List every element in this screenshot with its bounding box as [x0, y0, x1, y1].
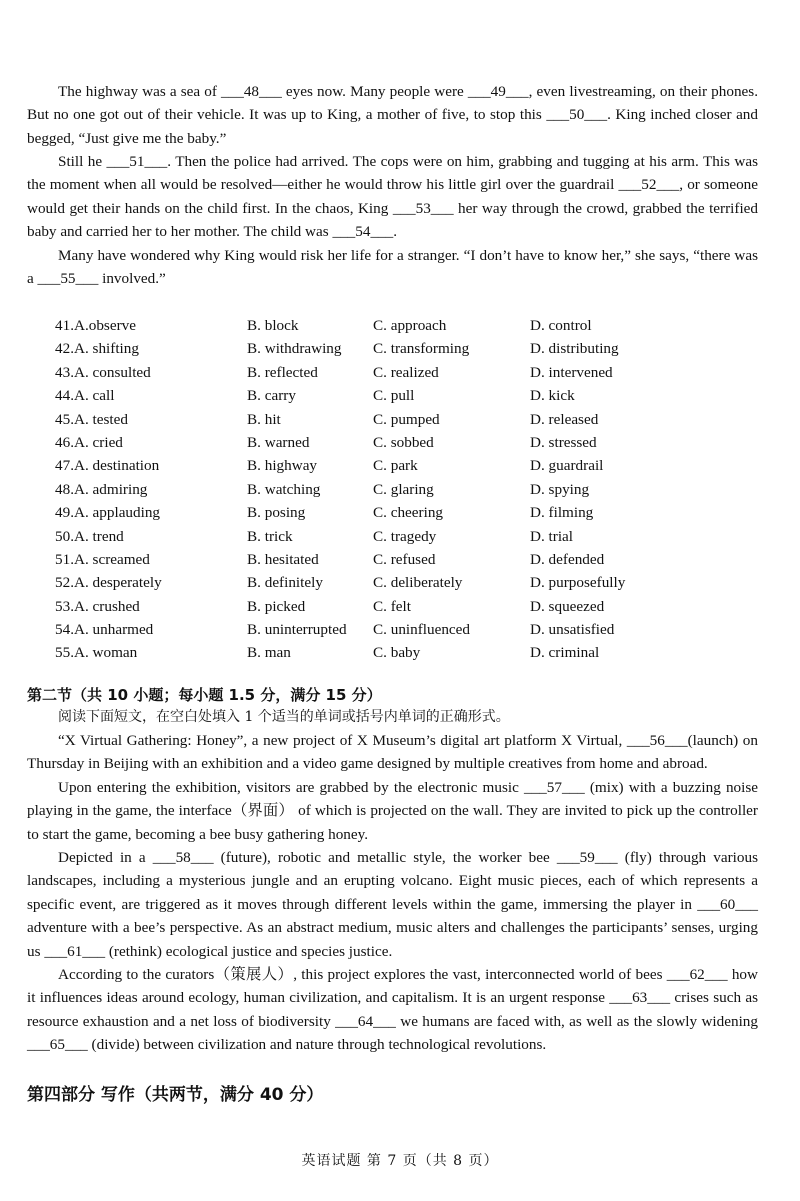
passage-text: involved.”	[98, 270, 166, 288]
option-b[interactable]: B. withdrawing	[247, 340, 342, 358]
answer-blank[interactable]: ___49___	[467, 83, 529, 100]
answer-blank[interactable]: ___48___	[221, 83, 282, 100]
option-a[interactable]: 51.A. screamed	[55, 550, 150, 568]
option-b[interactable]: B. hit	[247, 410, 281, 428]
option-d[interactable]: D. distributing	[530, 340, 619, 358]
option-a[interactable]: 54.A. unharmed	[55, 621, 154, 639]
option-d[interactable]: D. stressed	[530, 433, 597, 451]
passage-text: eyes now. Many people were	[281, 83, 468, 100]
passage-text: Upon entering the exhibition, visitors are grabbed by the electronic music	[58, 779, 524, 796]
option-c[interactable]: C. park	[373, 457, 418, 475]
option-a[interactable]: 44.A. call	[55, 387, 115, 405]
answer-blank[interactable]: ___55___	[37, 270, 99, 288]
answer-blank[interactable]: ___59___	[556, 849, 618, 866]
passage-text: . Then the police had arrived. The cops were on him, grabbing and tugging at his arm. This was the moment when all would be resolved—either he would throw his little girl over the guardrail	[27, 153, 758, 194]
answer-blank[interactable]: ___56___	[626, 732, 688, 749]
answer-blank[interactable]: ___64___	[335, 1012, 396, 1030]
option-b[interactable]: B. uninterrupted	[247, 621, 347, 639]
option-b[interactable]: B. watching	[247, 480, 321, 498]
answer-blank[interactable]: ___60___	[697, 895, 758, 913]
page-footer: 英语试题 第 7 页（共 8 页）	[301, 1153, 499, 1169]
answer-blank[interactable]: ___65___	[27, 1036, 88, 1054]
option-c[interactable]: C. uninfluenced	[373, 621, 471, 639]
option-c[interactable]: C. sobbed	[373, 433, 434, 451]
answer-blank[interactable]: ___53___	[392, 199, 454, 217]
option-c[interactable]: C. deliberately	[373, 574, 463, 592]
passage-text: According to the curators（策展人）, this project explores the vast, interconnected world of bees	[58, 966, 667, 983]
option-d[interactable]: D. control	[530, 317, 592, 334]
passage-text: Depicted in a	[58, 849, 153, 866]
option-b[interactable]: B. hesitated	[247, 550, 319, 568]
option-a[interactable]: 52.A. desperately	[55, 574, 162, 592]
section-instruction	[27, 706, 758, 729]
option-b[interactable]: B. picked	[247, 597, 306, 615]
passage-text: Many have wondered why King would risk her life for a stranger. “I don’t have to know her,” she says, “there was a	[27, 247, 758, 288]
passage-text: we humans are faced with, as well as the slowly widening	[395, 1012, 758, 1030]
option-a[interactable]: 49.A. applauding	[55, 504, 161, 522]
option-c[interactable]: C. tragedy	[373, 527, 437, 545]
part-heading: 第四部分 写作（共两节，满分 40 分）	[27, 1085, 324, 1105]
passage-paragraph	[27, 80, 758, 150]
option-d[interactable]: D. criminal	[530, 644, 600, 662]
answer-blank[interactable]: ___57___	[523, 779, 585, 796]
option-d[interactable]: D. purposefully	[530, 574, 626, 592]
option-a[interactable]: 42.A. shifting	[55, 340, 139, 358]
option-a[interactable]: 48.A. admiring	[55, 480, 148, 498]
passage-text: how it influences ideas around ecology, human civilization, and capitalism. It is an urgent response	[27, 966, 758, 1007]
passage-text: (fly) through various landscapes, including a mysterious jungle and an erupting volcano. Eight music pieces, each of which represents a specific event, are triggered as it moves through different levels within the game, immersing the player in	[27, 849, 758, 913]
instruction-text: 阅读下面短文，在空白处填入 1 个适当的单词或括号内单词的正确形式。	[58, 709, 510, 725]
option-c[interactable]: C. pull	[373, 387, 415, 405]
option-d[interactable]: D. released	[530, 410, 599, 428]
option-d[interactable]: D. spying	[530, 480, 590, 498]
option-d[interactable]: D. squeezed	[530, 597, 605, 615]
option-c[interactable]: C. approach	[373, 317, 447, 334]
option-b[interactable]: B. posing	[247, 504, 306, 522]
option-b[interactable]: B. warned	[247, 433, 310, 451]
option-a[interactable]: 46.A. cried	[55, 433, 123, 451]
passage-text: adventure with a bee’s perspective. As an abstract medium, music alters and challenges the participants’ senses, urging us	[27, 919, 758, 960]
passage-text: crises such as resource exhaustion and a net loss of biodiversity	[27, 989, 758, 1030]
passage-text: , or someone would get their hands on the child first. In the chaos, King	[27, 176, 759, 217]
passage-paragraph	[27, 846, 758, 963]
passage-text: Still he	[58, 153, 107, 170]
passage-text: . King inched closer and begged, “Just give me the baby.”	[27, 106, 758, 147]
option-b[interactable]: B. man	[247, 644, 291, 662]
option-c[interactable]: C. realized	[373, 363, 439, 381]
option-a[interactable]: 45.A. tested	[55, 410, 128, 428]
answer-blank[interactable]: ___63___	[609, 989, 671, 1007]
passage-paragraph	[27, 963, 758, 1057]
option-b[interactable]: B. block	[247, 317, 299, 334]
passage-text: (mix) with a buzzing noise playing in the game, the interface（界面） of which is projected on the wall. They are invited to pick up the controller to start the game, becoming a bee busy gathering honey.	[27, 779, 758, 843]
passage-text: “X Virtual Gathering: Honey”, a new project of X Museum’s digital art platform X Virtual,	[58, 732, 627, 749]
answer-blank[interactable]: ___58___	[152, 849, 214, 866]
answer-blank[interactable]: ___54___	[332, 223, 394, 241]
option-a[interactable]: 43.A. consulted	[55, 363, 151, 381]
option-d[interactable]: D. unsatisfied	[530, 621, 615, 639]
answer-blank[interactable]: ___50___	[546, 106, 608, 124]
option-d[interactable]: D. kick	[530, 387, 575, 405]
option-a[interactable]: 41.A.observe	[55, 317, 136, 334]
option-c[interactable]: C. pumped	[373, 410, 440, 428]
answer-blank[interactable]: ___52___	[618, 176, 680, 194]
passage-text: (rethink) ecological justice and species justice.	[105, 942, 393, 960]
option-d[interactable]: D. trial	[530, 527, 574, 545]
option-b[interactable]: B. reflected	[247, 363, 318, 381]
passage-paragraph	[27, 150, 758, 244]
passage-text: (divide) between civilization and nature through technological revolutions.	[87, 1036, 547, 1054]
option-d[interactable]: D. intervened	[530, 363, 613, 381]
option-c[interactable]: C. transforming	[373, 340, 470, 358]
section-heading: 第二节（共 10 小题；每小题 1.5 分，满分 15 分）	[27, 686, 382, 704]
passage-text: her way through the crowd, grabbed the terrified baby and carried her to her mother. The child was	[27, 199, 758, 241]
passage-paragraph	[27, 244, 758, 291]
option-b[interactable]: B. definitely	[247, 574, 323, 592]
option-d[interactable]: D. filming	[530, 504, 594, 522]
passage-text: (launch) on Thursday in Beijing with an exhibition and a video game designed by multiple creatives from home and abroad.	[27, 732, 758, 773]
option-c[interactable]: C. felt	[373, 597, 411, 615]
option-b[interactable]: B. trick	[247, 527, 293, 545]
option-a[interactable]: 53.A. crushed	[55, 597, 140, 615]
option-a[interactable]: 50.A. trend	[55, 527, 124, 545]
answer-blank[interactable]: ___51___	[106, 153, 168, 170]
option-d[interactable]: D. guardrail	[530, 457, 604, 475]
option-b[interactable]: B. carry	[247, 387, 296, 405]
passage-text: (future), robotic and metallic style, the worker bee	[213, 849, 557, 866]
option-c[interactable]: C. baby	[373, 644, 421, 662]
option-a[interactable]: 55.A. woman	[55, 644, 138, 662]
answer-blank[interactable]: ___62___	[666, 966, 728, 983]
option-d[interactable]: D. defended	[530, 550, 605, 568]
passage-text: , even livestreaming, on their phones. But no one got out of their vehicle. It was up to King, a mother of five, to stop this	[27, 83, 758, 124]
option-c[interactable]: C. cheering	[373, 504, 444, 522]
passage-paragraph	[27, 729, 758, 776]
passage-text: The highway was a sea of	[58, 83, 222, 100]
passage-paragraph	[27, 776, 758, 846]
passage-text: .	[393, 223, 398, 241]
option-b[interactable]: B. highway	[247, 457, 318, 475]
option-c[interactable]: C. refused	[373, 550, 436, 568]
answer-blank[interactable]: ___61___	[44, 942, 106, 960]
option-a[interactable]: 47.A. destination	[55, 457, 160, 475]
option-c[interactable]: C. glaring	[373, 480, 434, 498]
